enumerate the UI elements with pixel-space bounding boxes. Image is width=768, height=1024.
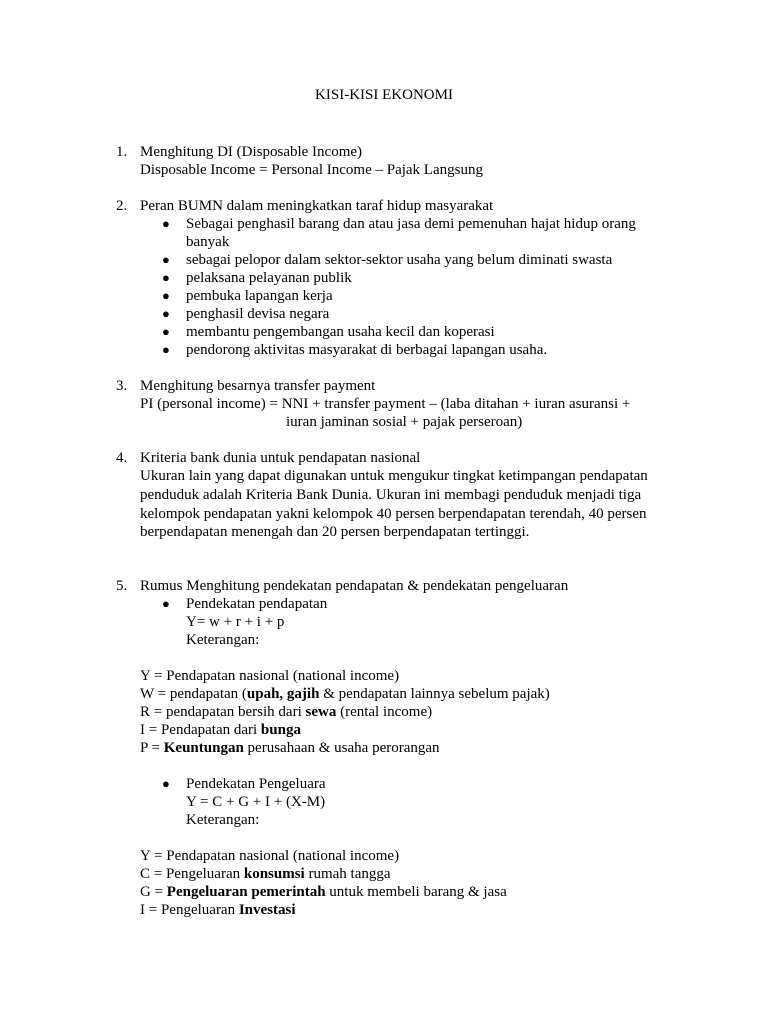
bullet-icon: ●	[162, 288, 170, 303]
bullet-icon: ●	[162, 252, 170, 267]
item-4-paragraph-line: kelompok pendapatan yakni kelompok 40 persen berpendapatan terendah, 40 persen	[140, 506, 647, 522]
bullet-icon: ●	[162, 306, 170, 321]
definition-line: P = Keuntungan perusahaan & usaha perorangan	[140, 740, 440, 756]
list-item-continuation: banyak	[186, 234, 230, 250]
list-item: penghasil devisa negara	[186, 306, 330, 322]
item-1-heading: Menghitung DI (Disposable Income)	[140, 144, 363, 160]
item-3-number: 3.	[116, 378, 128, 394]
item-1-formula: Disposable Income = Personal Income – Pajak Langsung	[140, 162, 483, 178]
definition-line: G = Pengeluaran pemerintah untuk membeli barang & jasa	[140, 884, 507, 900]
approach-income-name: Pendekatan pendapatan	[186, 596, 328, 612]
item-5-number: 5.	[116, 578, 128, 594]
item-1-number: 1.	[116, 144, 128, 160]
bullet-icon: ●	[162, 270, 170, 285]
bullet-icon: ●	[162, 776, 170, 791]
bullet-icon: ●	[162, 342, 170, 357]
item-4-paragraph-line: penduduk adalah Kriteria Bank Dunia. Ukuran ini membagi penduduk menjadi tiga	[140, 487, 642, 503]
list-item: pelaksana pelayanan publik	[186, 270, 352, 286]
definition-line: Y = Pendapatan nasional (national income)	[140, 848, 400, 864]
item-4-heading: Kriteria bank dunia untuk pendapatan nasional	[140, 450, 421, 466]
item-5-heading: Rumus Menghitung pendekatan pendapatan & pendekatan pengeluaran	[140, 578, 569, 594]
definition-line: W = pendapatan (upah, gajih & pendapatan lainnya sebelum pajak)	[140, 686, 550, 702]
definition-line: R = pendapatan bersih dari sewa (rental income)	[140, 704, 433, 720]
item-4-paragraph-line: Ukuran lain yang dapat digunakan untuk mengukur tingkat ketimpangan pendapatan	[140, 468, 648, 484]
list-item: pendorong aktivitas masyarakat di berbagai lapangan usaha.	[186, 342, 548, 358]
item-3-formula-continuation: iuran jaminan sosial + pajak perseroan)	[286, 414, 523, 430]
list-item: membantu pengembangan usaha kecil dan koperasi	[186, 324, 495, 340]
approach-expenditure-formula: Y = C + G + I + (X-M)	[186, 794, 326, 810]
document-title: KISI-KISI EKONOMI	[315, 87, 453, 103]
approach-income-note: Keterangan:	[186, 632, 260, 648]
item-3-heading: Menghitung besarnya transfer payment	[140, 378, 376, 394]
definition-line: C = Pengeluaran konsumsi rumah tangga	[140, 866, 391, 882]
definition-line: I = Pengeluaran Investasi	[140, 902, 296, 918]
approach-expenditure-name: Pendekatan Pengeluara	[186, 776, 326, 792]
bullet-icon: ●	[162, 216, 170, 231]
bullet-icon: ●	[162, 596, 170, 611]
item-4-number: 4.	[116, 450, 128, 466]
definition-line: Y = Pendapatan nasional (national income)	[140, 668, 400, 684]
list-item: pembuka lapangan kerja	[186, 288, 333, 304]
approach-income-formula: Y= w + r + i + p	[186, 614, 285, 630]
approach-expenditure-note: Keterangan:	[186, 812, 260, 828]
bullet-icon: ●	[162, 324, 170, 339]
item-3-formula: PI (personal income) = NNI + transfer payment – (laba ditahan + iuran asuransi +	[140, 396, 631, 412]
list-item: Sebagai penghasil barang dan atau jasa demi pemenuhan hajat hidup orang	[186, 216, 636, 232]
item-2-number: 2.	[116, 198, 128, 214]
list-item: sebagai pelopor dalam sektor-sektor usaha yang belum diminati swasta	[186, 252, 613, 268]
item-4-paragraph-line: berpendapatan menengah dan 20 persen berpendapatan tertinggi.	[140, 524, 530, 540]
definition-line: I = Pendapatan dari bunga	[140, 722, 301, 738]
item-2-heading: Peran BUMN dalam meningkatkan taraf hidup masyarakat	[140, 198, 494, 214]
